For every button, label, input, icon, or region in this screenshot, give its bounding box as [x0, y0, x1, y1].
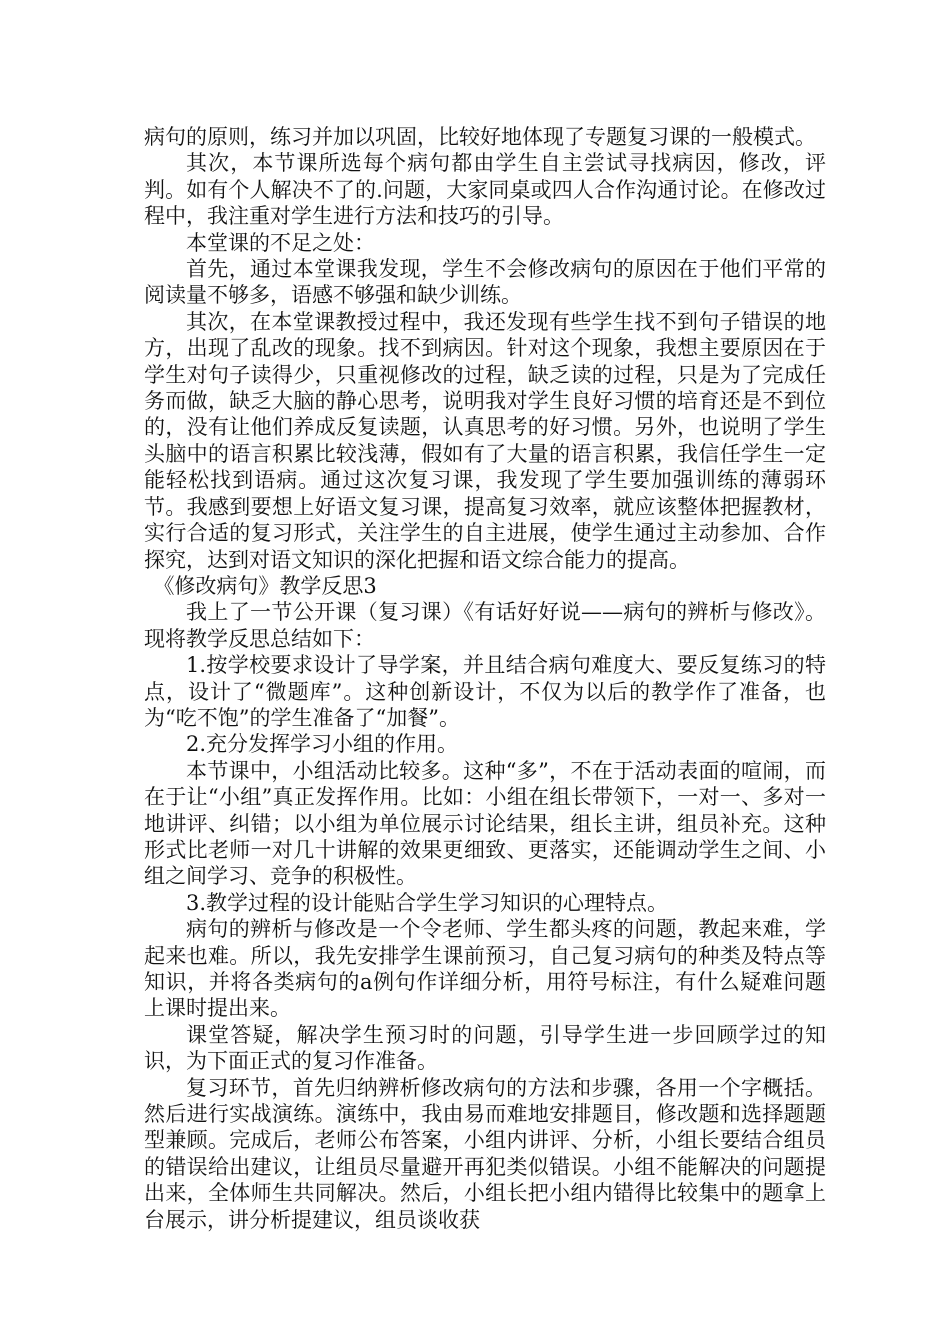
- paragraph-1: 病句的原则，练习并加以巩固，比较好地体现了专题复习课的一般模式。: [144, 125, 816, 149]
- paragraph-3: 本堂课的不足之处：: [186, 230, 375, 255]
- section-heading: 《修改病句》教学反思3: [153, 573, 377, 598]
- paragraph-13: 复习环节，首先归纳辨析修改病句的方法和步骤，各用一个字概括。然后进行实战演练。演练中，我由易而难地安排题目，修改题和选择题题型兼顾。完成后，老师公布答案，小组内讲评、分析，小组长要结合组员的错误给出建议，让组员尽量避开再犯类似错误。小组不能解决的问题提出来，全体师生共同解决。然后，小组长把小组内错得比较集中的题拿上台展示，讲分析提建议，组员谈收获: [144, 1075, 826, 1232]
- paragraph-7: 1.按学校要求设计了导学案，并且结合病句难度大、要反复练习的特点，设计了“微题库”。这种创新设计，不仅为以后的教学作了准备，也为“吃不饱”的学生准备了“加餐”。: [144, 653, 826, 730]
- paragraph-9: 本节课中，小组活动比较多。这种“多”，不在于活动表面的喧闹，而在于让“小组”真正发挥作用。比如：小组在组长带领下，一对一、多对一地讲评、纠错；以小组为单位展示讨论结果，组长主讲，组员补充。这种形式比老师一对几十讲解的效果更细致、更落实，还能调动学生之间、小组之间学习、竞争的积极性。: [144, 758, 826, 889]
- paragraph-2: 其次，本节课所选每个病句都由学生自主尝试寻找病因，修改，评判。如有个人解决不了的.问题，大家同桌或四人合作沟通讨论。在修改过程中，我注重对学生进行方法和技巧的引导。: [144, 151, 826, 229]
- paragraph-12: 课堂答疑，解决学生预习时的问题，引导学生进一步回顾学过的知识，为下面正式的复习作准备。: [144, 1022, 826, 1074]
- paragraph-5: 其次，在本堂课教授过程中，我还发现有些学生找不到句子错误的地方，出现了乱改的现象。找不到病因。针对这个现象，我想主要原因在于学生对句子读得少，只重视修改的过程，缺乏读的过程，只是为了完成任务而做，缺乏大脑的静心思考，说明我对学生良好习惯的培育还是不到位的，没有让他们养成反复读题，认真思考的好习惯。另外，也说明了学生头脑中的语言积累比较浅薄，假如有了大量的语言积累，我信任学生一定能轻松找到语病。通过这次复习课，我发现了学生要加强训练的薄弱环节。我感到要想上好语文复习课，提高复习效率，就应该整体把握教材，实行合适的复习形式，关注学生的自主进展，使学生通过主动参加、合作探究，达到对语文知识的深化把握和语文综合能力的提高。: [144, 309, 826, 572]
- paragraph-4: 首先，通过本堂课我发现，学生不会修改病句的原因在于他们平常的阅读量不够多，语感不够强和缺少训练。: [144, 257, 826, 308]
- paragraph-11: 病句的辨析与修改是一个令老师、学生都头疼的问题，教起来难，学起来也难。所以，我先安排学生课前预习，自己复习病句的种类及特点等知识，并将各类病句的a例句作详细分析，用符号标注，有什么疑难问题上课时提出来。: [144, 917, 826, 1021]
- document-page: [144, 124, 826, 1233]
- paragraph-10: 3.教学过程的设计能贴合学生学习知识的心理特点。: [186, 890, 669, 915]
- paragraph-8: 2.充分发挥学习小组的作用。: [186, 732, 459, 757]
- paragraph-6: 我上了一节公开课（复习课）《有话好好说——病句的辨析与修改》。现将教学反思总结如下：: [144, 600, 826, 651]
